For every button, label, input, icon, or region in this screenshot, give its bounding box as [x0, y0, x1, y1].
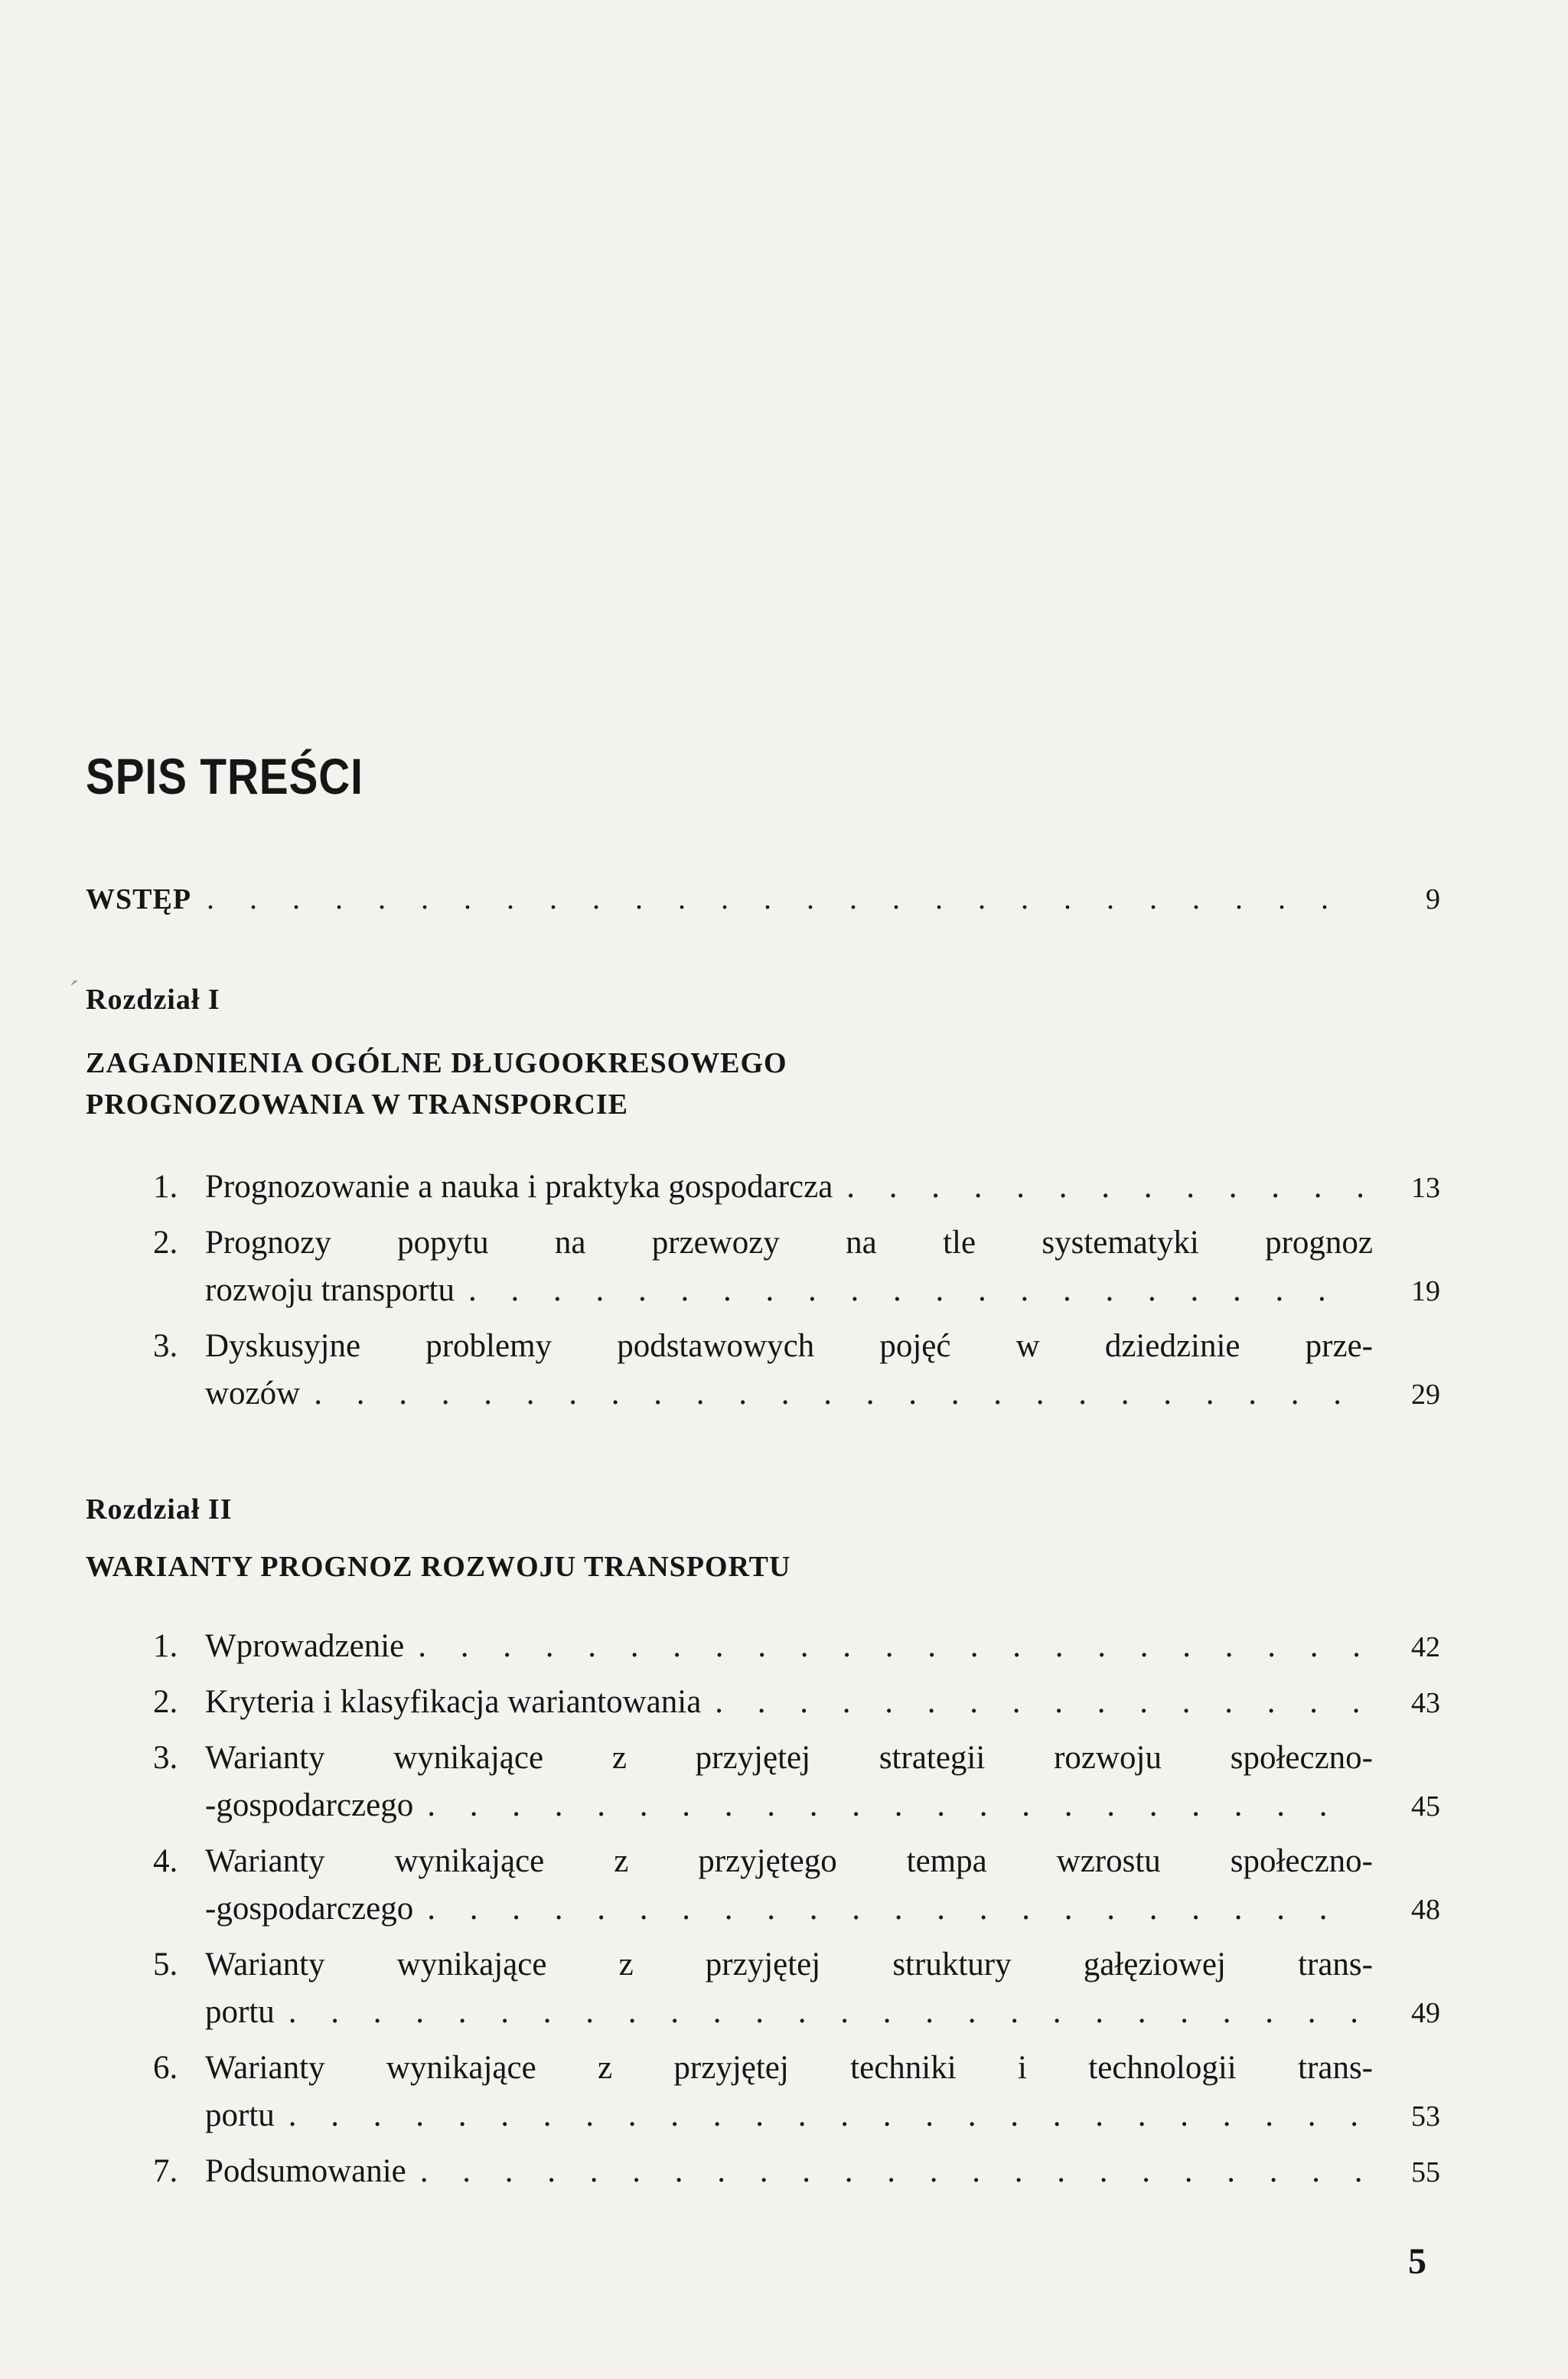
chapter-1-label: Rozdział I: [86, 984, 220, 1016]
chapter-2-label: Rozdział II: [86, 1493, 233, 1526]
dot-leader: [288, 1989, 1362, 2036]
page-folio: 5: [1408, 2241, 1426, 2282]
dot-leader: [468, 1267, 1362, 1314]
scan-mark: ´: [69, 974, 80, 1009]
entry-number: 4.: [153, 1843, 178, 1879]
entry-number: 2.: [153, 1684, 178, 1720]
entry-text: rozwoju transportu: [205, 1272, 455, 1308]
entry-last-line: [205, 1782, 1440, 1830]
entry-text: Prognozowanie a nauka i praktyka gospodarcza: [205, 1169, 833, 1205]
entry-text-line: Dyskusyjne problemy podstawowych pojęć w dziedzinie prze-: [205, 1328, 1373, 1364]
entry-page-number: 48: [1411, 1894, 1440, 1926]
toc-entry: [153, 1163, 1440, 1212]
chapter-1-title: ZAGADNIENIA OGÓLNE DŁUGOOKRESOWEGO PROGNOZOWANIA W TRANSPORCIE: [86, 1047, 787, 1121]
entry-last-line: [205, 1370, 1440, 1418]
entry-text: -gospodarczego: [205, 1787, 414, 1823]
entry-text: wozów: [205, 1376, 301, 1411]
entry-last-line: [205, 1989, 1440, 2037]
toc-entry: [153, 1679, 1440, 1727]
toc-entry: [153, 2045, 1440, 2140]
entry-number: 6.: [153, 2050, 178, 2086]
dot-leader: [715, 1679, 1362, 1726]
entry-page-number: 49: [1411, 1997, 1440, 2029]
entry-text-line: Warianty wynikające z przyjętej struktury gałęziowej trans-: [205, 1947, 1373, 1982]
entry-page-number: 53: [1411, 2100, 1440, 2133]
entry-last-line: [205, 1885, 1440, 1934]
entry-text: Kryteria i klasyfikacja wariantowania: [205, 1684, 702, 1720]
entry-page-number: 19: [1411, 1275, 1440, 1307]
toc-intro-row: [86, 880, 1440, 916]
toc-entry: [153, 1838, 1440, 1934]
entry-number: 3.: [153, 1740, 178, 1776]
toc-entry: [153, 1323, 1440, 1418]
page-title: SPIS TREŚCI: [86, 748, 363, 804]
toc-entry: [153, 1734, 1440, 1830]
toc-entry: [153, 1219, 1440, 1315]
entry-text: -gospodarczego: [205, 1891, 414, 1927]
entry-last-line: [205, 2148, 1440, 2196]
intro-page-number: 9: [1426, 883, 1440, 915]
dot-leader: [420, 2148, 1362, 2195]
entry-last-line: [205, 1623, 1440, 1671]
entry-page-number: 42: [1411, 1631, 1440, 1663]
chapter-2-entries: [153, 1623, 1440, 2204]
entry-page-number: 45: [1411, 1790, 1440, 1823]
entry-text: portu: [205, 2097, 275, 2133]
dot-leader: [427, 1782, 1362, 1829]
entry-text: Wprowadzenie: [205, 1628, 405, 1664]
entry-last-line: [205, 2092, 1440, 2140]
dot-leader: [846, 1163, 1362, 1211]
chapter-2-title: WARIANTY PROGNOZ ROZWOJU TRANSPORTU: [86, 1551, 791, 1583]
toc-entry: [153, 2148, 1440, 2196]
entry-number: 1.: [153, 1169, 178, 1205]
toc-entry: [153, 1623, 1440, 1671]
entry-number: 5.: [153, 1947, 178, 1982]
entry-text-line: Warianty wynikające z przyjętej strategii rozwoju społeczno-: [205, 1740, 1373, 1776]
entry-page-number: 29: [1411, 1379, 1440, 1411]
entry-text: portu: [205, 1994, 275, 2030]
entry-last-line: [205, 1163, 1440, 1212]
dot-leader: [207, 880, 1358, 916]
entry-text-line: Prognozy popytu na przewozy na tle systematyki prognoz: [205, 1225, 1373, 1261]
entry-number: 3.: [153, 1328, 178, 1364]
toc-entry: [153, 1941, 1440, 2037]
entry-page-number: 13: [1411, 1172, 1440, 1204]
entry-last-line: [205, 1679, 1440, 1727]
entry-last-line: [205, 1267, 1440, 1315]
entry-text: Podsumowanie: [205, 2153, 406, 2189]
dot-leader: [314, 1370, 1362, 1418]
entry-number: 1.: [153, 1628, 178, 1664]
entry-page-number: 43: [1411, 1687, 1440, 1719]
intro-label: WSTĘP: [86, 883, 192, 915]
dot-leader: [288, 2092, 1362, 2139]
entry-text-line: Warianty wynikające z przyjętego tempa wzrostu społeczno-: [205, 1843, 1373, 1879]
entry-text-line: Warianty wynikające z przyjętej techniki i technologii trans-: [205, 2050, 1373, 2086]
dot-leader: [427, 1885, 1362, 1933]
entry-page-number: 55: [1411, 2156, 1440, 2188]
entry-number: 2.: [153, 1225, 178, 1261]
entry-number: 7.: [153, 2153, 178, 2189]
dot-leader: [418, 1623, 1362, 1670]
chapter-1-entries: [153, 1163, 1440, 1426]
